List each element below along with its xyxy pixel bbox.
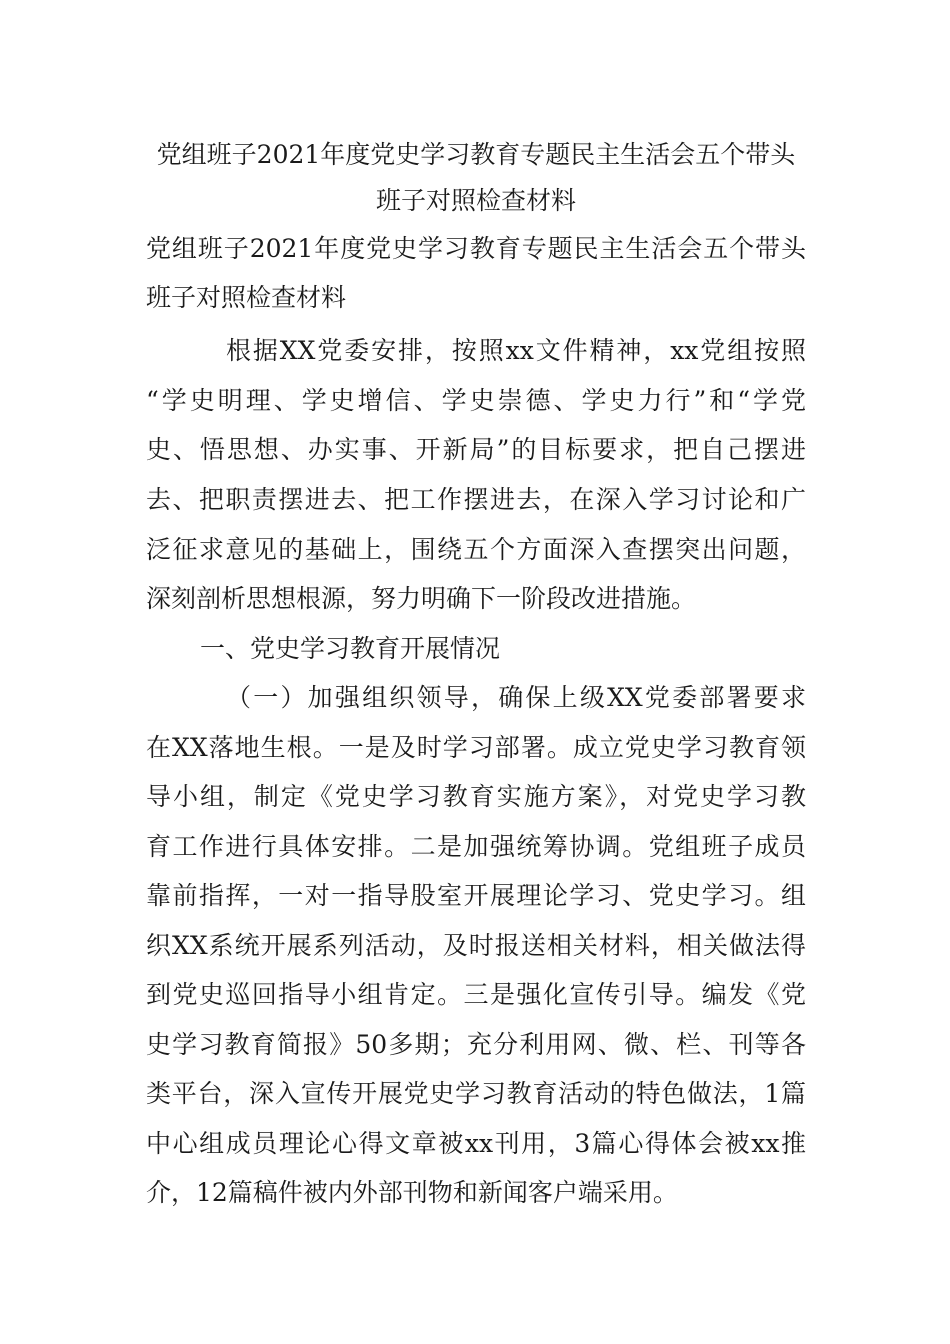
body-line: 育工作进行具体安排。二是加强统筹协调。党组班子成员 [146,832,806,861]
body-line: 类平台，深入宣传开展党史学习教育活动的特色做法，1篇 [146,1079,806,1108]
body-line: 织XX系统开展系列活动，及时报送相关材料，相关做法得 [146,931,806,960]
body-line: 史学习教育简报》50多期；充分利用网、微、栏、刊等各 [146,1030,806,1059]
document-title-line-1: 党组班子2021年度党史学习教育专题民主生活会五个带头 [156,140,796,169]
document-subtitle-line-1: 党组班子2021年度党史学习教育专题民主生活会五个带头 [146,234,806,263]
body-line: 靠前指挥，一对一指导股室开展理论学习、党史学习。组 [146,881,806,910]
intro-line: 根据XX党委安排，按照xx文件精神，xx党组按照 [226,336,806,365]
body-line: 中心组成员理论心得文章被xx刊用，3篇心得体会被xx推 [146,1129,806,1158]
body-line: （一）加强组织领导，确保上级XX党委部署要求 [226,683,806,712]
intro-line: 深刻剖析思想根源，努力明确下一阶段改进措施。 [146,584,697,613]
document-subtitle-line-2: 班子对照检查材料 [146,283,347,312]
intro-line: “学史明理、学史增信、学史崇德、学史力行”和“学党 [146,386,806,415]
body-line: 介，12篇稿件被内外部刊物和新闻客户端采用。 [146,1178,678,1207]
body-line: 导小组，制定《党史学习教育实施方案》，对党史学习教 [146,782,806,811]
section-heading: 一、党史学习教育开展情况 [200,634,501,663]
body-line: 在XX落地生根。一是及时学习部署。成立党史学习教育领 [146,733,806,762]
body-line: 到党史巡回指导小组肯定。三是强化宣传引导。编发《党 [146,980,806,1009]
intro-line: 去、把职责摆进去、把工作摆进去，在深入学习讨论和广 [146,485,806,514]
document-title-line-2: 班子对照检查材料 [375,186,576,215]
intro-line: 泛征求意见的基础上，围绕五个方面深入查摆突出问题， [146,535,806,564]
intro-line: 史、悟思想、办实事、开新局”的目标要求，把自己摆进 [146,435,806,464]
